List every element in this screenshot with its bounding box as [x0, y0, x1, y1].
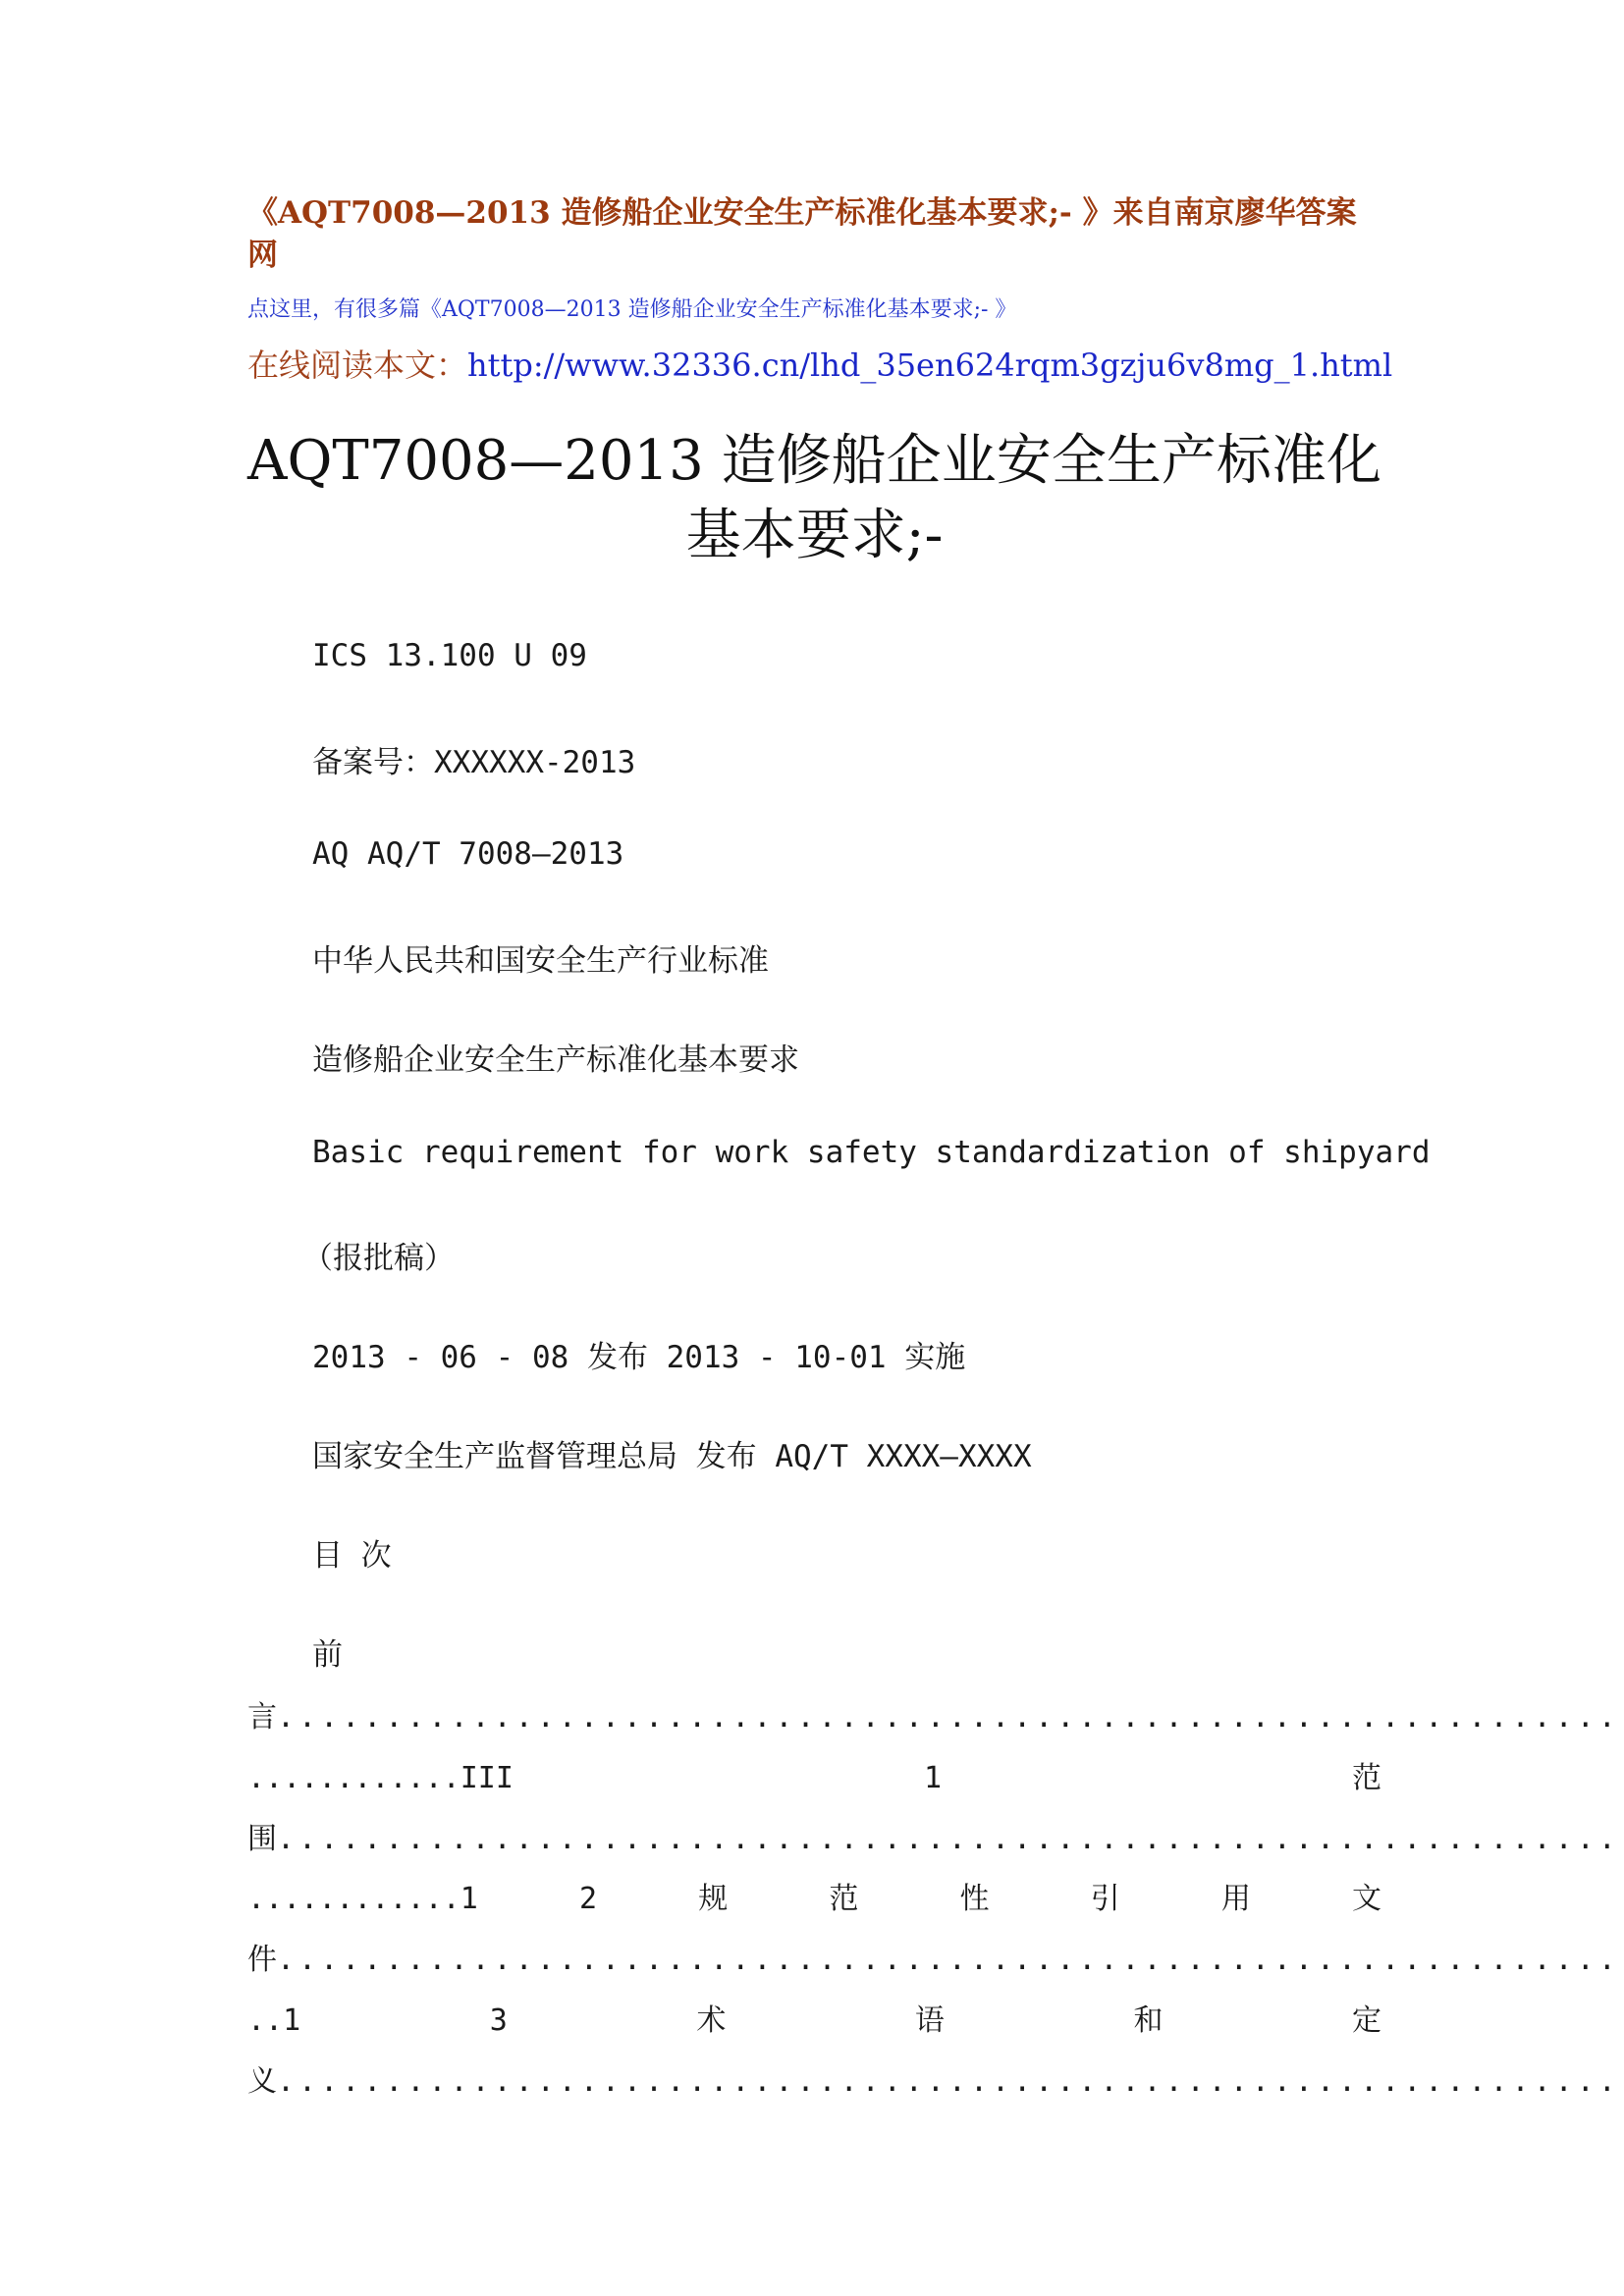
ics-code: ICS 13.100 U 09 [312, 638, 587, 673]
toc-text: 用 [1220, 1882, 1251, 1916]
toc-text: 和 [1133, 2003, 1164, 2038]
document-title-line-2: 基本要求;- [685, 504, 944, 567]
toc-text: 范 [1352, 1761, 1381, 1795]
toc-text: 言 [247, 1700, 277, 1735]
read-online-url[interactable]: http://www.32336.cn/lhd_35en624rqm3gzju6v8mg_1.html [467, 347, 1393, 384]
toc-text: 义 [247, 2064, 277, 2099]
toc-text: 规 [698, 1882, 729, 1916]
toc-heading: 目 次 [312, 1538, 392, 1574]
standard-number: AQ AQ/T 7008—2013 [312, 836, 624, 872]
draft-status: （报批稿） [302, 1241, 455, 1276]
toc-text: 件 [247, 1943, 277, 1977]
toc-leader-dots: .............................................................. [277, 1943, 1620, 1977]
toc-text: 性 [959, 1882, 990, 1916]
toc-line-2 [247, 1753, 1381, 1795]
toc-text: 定 [1351, 2003, 1381, 2038]
toc-leader-dots: .............................................................. [277, 2064, 1620, 2099]
toc-leader-dots: .............................................................. [277, 1700, 1620, 1735]
toc-text: 3 [489, 2003, 508, 2038]
more-articles-link[interactable]: 点这里，有很多篇《AQT7008—2013 造修船企业安全生产标准化基本要求;- 》 [247, 297, 1017, 322]
toc-text: 文 [1351, 1882, 1381, 1916]
document-title [247, 424, 1381, 573]
read-online-label: 在线阅读本文： [247, 347, 468, 384]
toc-text: 术 [696, 2003, 727, 2038]
toc-text: ..1 [247, 2003, 301, 2038]
toc-entry-start: 前 [312, 1637, 343, 1673]
industry-standard-label: 中华人民共和国安全生产行业标准 [312, 943, 769, 979]
record-number: 备案号：XXXXXX-2013 [312, 745, 636, 780]
toc-line-6 [247, 1996, 1381, 2038]
toc-text: 围 [247, 1822, 277, 1856]
document-title-line-1: AQT7008—2013 造修船企业安全生产标准化 [247, 429, 1381, 493]
toc-text: 引 [1090, 1882, 1120, 1916]
read-online-line [247, 341, 1392, 386]
standard-title-en: Basic requirement for work safety standardization of shipyard [312, 1135, 1431, 1170]
toc-text: 2 [578, 1882, 598, 1916]
source-title-link[interactable]: 《AQT7008—2013 造修船企业安全生产标准化基本要求;- 》来自南京廖华答案网 [247, 195, 1357, 273]
toc-leader-dots: .............................................................. [277, 1822, 1620, 1856]
issuing-authority: 国家安全生产监督管理总局 发布 AQ/T XXXX—XXXX [312, 1439, 1032, 1474]
toc-text: 1 [923, 1761, 942, 1795]
toc-line-4 [247, 1874, 1381, 1916]
toc-text: ............1 [247, 1882, 478, 1916]
toc-text: 范 [829, 1882, 859, 1916]
toc-line-3 [247, 1814, 1620, 1856]
toc-text: ............III [247, 1761, 514, 1795]
standard-title-cn: 造修船企业安全生产标准化基本要求 [312, 1042, 799, 1078]
issue-dates: 2013 - 06 - 08 发布 2013 - 10-01 实施 [312, 1340, 966, 1375]
toc-line-1 [247, 1692, 1620, 1735]
toc-text: 语 [914, 2003, 945, 2038]
toc-line-7 [247, 2056, 1620, 2099]
toc-line-5 [247, 1935, 1620, 1977]
